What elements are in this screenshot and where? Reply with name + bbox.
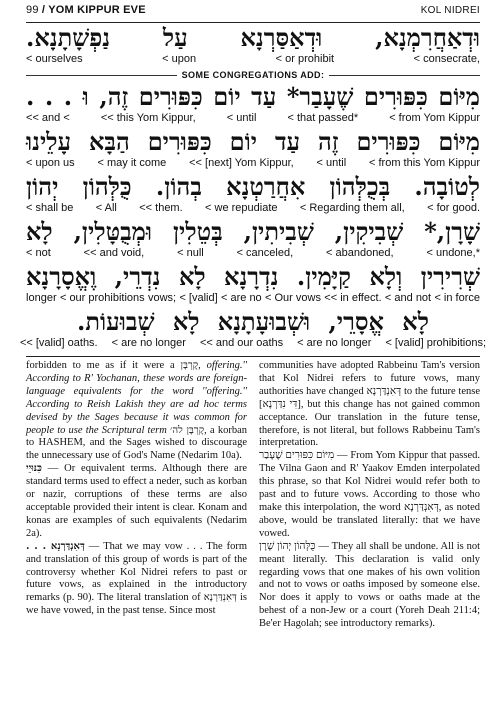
gloss-word: < upon us — [26, 157, 75, 169]
gloss-word: < for good. — [427, 202, 480, 214]
divider-label: SOME CONGREGATIONS ADD: — [177, 68, 330, 82]
gloss-word: < not — [26, 247, 51, 259]
page-number: 99 — [26, 4, 39, 16]
gloss-word: < are no — [221, 292, 262, 304]
hebrew-text: לְטוֹבָה. בְּכֻלְּהוֹן אִחֲרַטְנָא בְהוֹן. כֻּלְּהוֹן יְהוֹן — [26, 172, 480, 201]
header-separator: / — [38, 4, 49, 16]
hebrew-text: מִיּוֹם כִּפּוּרִים שֶׁעָבַר* עַד יוֹם כִּפּוּרִים זֶה, וּ . . . — [26, 82, 480, 111]
gloss-word: < Our vows — [265, 292, 321, 304]
gloss-word: < or prohibit — [275, 53, 335, 65]
prayer-line — [19, 307, 487, 350]
hebrew-text: לָא אֱסָרֵי, וּשְׁבוּעָתָנָא לָא שְׁבוּעוֹת. — [77, 307, 429, 336]
prayer-line — [26, 82, 480, 125]
gloss-word: < shall be — [26, 202, 74, 214]
translation-gloss — [19, 337, 487, 350]
gloss-word: < until — [226, 112, 257, 124]
congregations-divider — [26, 68, 480, 82]
gloss-word: << [next] Yom Kippur, — [189, 157, 294, 169]
translation-gloss — [26, 53, 480, 66]
translation-gloss — [26, 292, 480, 305]
gloss-word: < All — [95, 202, 117, 214]
page-header — [26, 0, 480, 22]
hebrew-text: שָׁרָן,* שְׁבִיקִין, שְׁבִיתִין, בְּטֵלִין וּמְבֻטָּלִין, לָא — [26, 217, 480, 246]
gloss-word: < null — [177, 247, 204, 259]
running-head-right: KOL NIDREI — [420, 5, 480, 16]
commentary-paragraph: מִיּוֹם כִּפּוּרִים שֶׁעָבַר — From Yom Kippur that passed. The Vilna Gaon and R' Yaakov Emden interpolated this phrase, so that Kol Nidrei would refer both to past and to future vows. According to those who make this interpolation, the word דְּאִנְדַּרְנָא, as noted above, would be translated literally: that we have vowed. — [259, 450, 480, 539]
gloss-word: < may it come — [97, 157, 167, 169]
gloss-word: < from this Yom Kippur — [369, 157, 480, 169]
translation-gloss — [26, 202, 480, 215]
gloss-word: < abandoned, — [326, 247, 394, 259]
gloss-word: < and not — [384, 292, 432, 304]
translation-gloss — [26, 112, 480, 125]
gloss-word: < consecrate, — [413, 53, 480, 65]
commentary-column-left — [26, 360, 247, 631]
gloss-word: << in effect. — [324, 292, 382, 304]
running-head-left — [26, 4, 146, 16]
gloss-word: vows; — [147, 292, 177, 304]
gloss-word: longer — [26, 292, 57, 304]
gloss-word: < are no longer — [111, 337, 186, 349]
hebrew-text: שְׁרִירִין וְלָא קַיָּמִין. נִדְרָנָא לָא נִדְרֵי, וֶאֱסָרָנָא — [26, 262, 480, 291]
gloss-word: < that passed* — [287, 112, 359, 124]
commentary-paragraph: כֻּלְּהוֹן יְהוֹן שָׁרָן — They all shall be undone. All is not meant literally. This declaration is valid only regarding vows that one makes of his own volition and not to vows or oaths imposed by someone else. Nor does it apply to vows or oaths made at the behest of a non-Jew or a court (Yoreh Deah 211:4; Be'er Hagolah; see introductory remarks). — [259, 540, 480, 630]
gloss-word: < are no longer — [297, 337, 372, 349]
prayer-line — [26, 127, 480, 170]
gloss-word: < [valid] — [179, 292, 218, 304]
hebrew-text: מִיּוֹם כִּפּוּרִים זֶה עַד יוֹם כִּפּוּרִים הַבָּא עָלֵינוּ — [26, 127, 480, 156]
commentary-paragraph: communities have adopted Rabbeinu Tam's version that Kol Nidrei refers to future vows, many authorities have changed דְּאִנְדַּרְנָא to the future tense [דִּי נִדַּרְנָא], but this change has not gained common acceptance. Our translation in the future tense, therefore, is not literal, but follows Rabbeinu Tam's interpretation. — [259, 360, 481, 449]
gloss-word: < we repudiate — [205, 202, 278, 214]
commentary-paragraph: forbidden to me as if it were a קָרְבָּן, offering.'' According to R' Yochanan, these words are foreign-language equivalents for the word ''offering.'' According to Reish Lakish they are ad hoc terms devised by the Sages because it was common for people to use the Scriptural term קָרְבָּן לה׳, a korban to HASHEM, and the Sages wished to discourage the unnecessary use of God's Name (Nedarim 10a). — [26, 360, 247, 462]
gloss-word: << and < — [26, 112, 70, 124]
commentary-paragraph: כִּנּוּיֵי — Or equivalent terms. Although there are standard terms used to effect a neder, such as korban or nazir, corruptions of these terms are also acceptable provided their intent is clear. Konam and konas are examples of such equivalents (Nedarim 2a). — [26, 463, 247, 539]
hebrew-text: וּדְאַחֲרִמְנָא, וּדְאַסַּרְנָא עַל נַפְשָׁתָנָא. — [26, 23, 480, 52]
translation-gloss — [26, 247, 480, 260]
gloss-word: << them. — [139, 202, 183, 214]
gloss-word: << and void, — [83, 247, 145, 259]
commentary-column-right — [259, 360, 480, 631]
commentary-paragraph: . . . דְּאִנְדַּרְנָא — That we may vow . . . The form and translation of this group of words is part of the controversy whether Kol Nidrei refers to past or future vows, as explained in the introductory remarks (p. 90). The literal translation of דְּאִנְדַּרְנָא is we have vowed, in the past tense. Since most — [26, 540, 247, 617]
gloss-word: < from Yom Kippur — [389, 112, 480, 124]
gloss-word: << this Yom Kippur, — [100, 112, 196, 124]
gloss-word: < ourselves — [26, 53, 83, 65]
prayer-line — [26, 217, 480, 260]
gloss-word: << and our oaths — [199, 337, 284, 349]
gloss-word: < our prohibitions — [59, 292, 145, 304]
gloss-word: << [valid] oaths. — [19, 337, 98, 349]
gloss-word: < [valid] prohibitions; — [385, 337, 487, 349]
prayer-line — [26, 172, 480, 215]
section-title: YOM KIPPUR EVE — [48, 4, 146, 16]
gloss-word: < canceled, — [236, 247, 294, 259]
gloss-word: < Regarding them all, — [299, 202, 405, 214]
gloss-word: < undone,* — [426, 247, 480, 259]
gloss-word: < in force — [434, 292, 480, 304]
gloss-word: < upon — [162, 53, 197, 65]
translation-gloss — [26, 157, 480, 170]
gloss-word: < until — [316, 157, 347, 169]
prayer-line — [26, 23, 480, 66]
commentary-section — [26, 356, 480, 631]
prayer-line — [26, 262, 480, 305]
